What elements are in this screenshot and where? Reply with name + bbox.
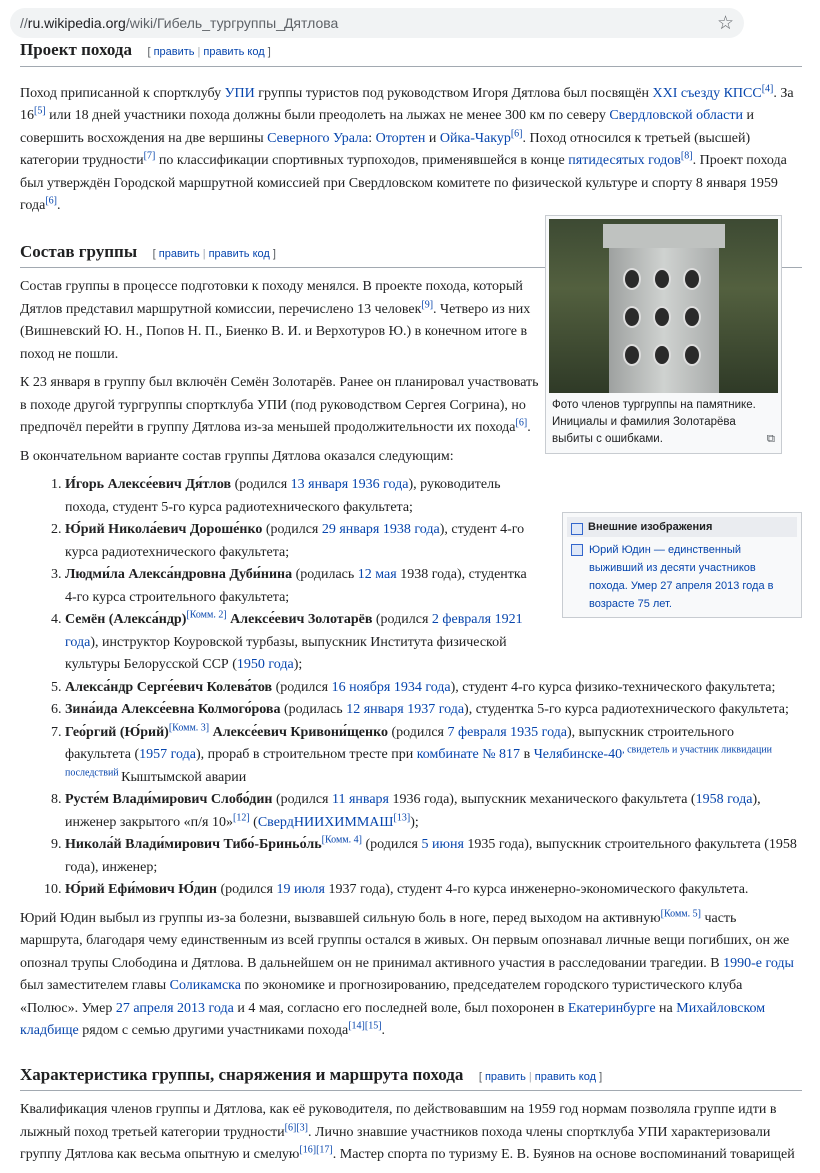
edit-code-link[interactable]: править код xyxy=(208,247,270,260)
images-icon xyxy=(571,523,583,535)
address-bar[interactable] xyxy=(10,8,744,38)
section-heading-project xyxy=(20,38,802,67)
section-title: Характеристика группы, снаряжения и маршрута похода xyxy=(20,1064,464,1084)
link-upi[interactable]: УПИ xyxy=(224,85,255,101)
thumbnail-caption: Фото членов тургруппы на памятнике. Инициалы и фамилия Золотарёва выбиты с ошибками. ⧉ xyxy=(549,393,778,450)
yudin-paragraph: Юрий Юдин выбыл из группы из-за болезни, вызвавшей сильную боль в ноге, перед выходом на активную[Комм. 5] часть маршрута, благодаря чему единственным из всей группы остался в живых. Он первым опознавал личные вещи погибших, он же опознал трупы Слободина и Дятлова. В дальнейшем он не принимал активного участия в расследовании трагедии. В 1990-е годы был заместителем главы Соликамска по экономике и прогнозированию, председателем городского туристического клуба «Полюс». Умер 27 апреля 2013 года и 4 мая, согласно его последней воле, был похоронен в Екатеринбурге на Михайловском кладбище рядом с семью другими участниками похода[14][15]. xyxy=(20,907,794,1038)
monument-shape xyxy=(609,224,719,393)
url-host: ru.wikipedia.org xyxy=(27,15,126,31)
edit-section-links: [ править | править код ] xyxy=(147,46,271,58)
edit-section-links: [ править | править код ] xyxy=(152,247,276,260)
list-item: 1. И́горь Алексе́евич Дя́тлов (родился 13 января 1936 года), руководитель похода, студент 5-го курса радиотехнического факультета; xyxy=(65,474,540,519)
list-item: 4. Семён (Алекса́ндр)[Комм. 2] Алексе́евич Золотарёв (родился 2 февраля 1921 года), инструктор Коуровской турбазы, выпускник Института физической культуры Белорусской ССР (1950 года); xyxy=(65,609,540,677)
ref[interactable]: [4] xyxy=(761,82,774,94)
memorial-photo[interactable] xyxy=(549,219,778,393)
section-heading-character xyxy=(20,1063,802,1092)
url-path: /wiki/Гибель_тургруппы_Дятлова xyxy=(125,15,339,31)
edit-link[interactable]: править xyxy=(153,46,195,58)
memorial-thumbnail xyxy=(545,215,782,454)
image-icon xyxy=(571,544,583,556)
external-image-item[interactable]: Юрий Юдин — единственный выживший из десяти участников похода. Умер 27 апреля 2013 года в возрасте 75 лет. xyxy=(567,537,797,613)
list-item: 10. Ю́рий Ефи́мович Ю́дин (родился 19 июля 1937 года), студент 4-го курса инженерно-экономического факультета. xyxy=(65,879,802,902)
edit-link[interactable]: править xyxy=(484,1070,526,1083)
group-paragraph-1: Состав группы в процессе подготовки к походу менялся. В проекте похода, который Дятлов представил маршрутной комиссии, перечислено 13 человек[9]. Четверо из них (Вишневский Ю. Н., Попов Н. П., Биенко В. И. и Верхотуров Ю.) в конечном итоге в поход не пошли. xyxy=(20,279,531,362)
group-paragraph-2: К 23 января в группу был включён Семён Золотарёв. Ранее он планировал участвовать в походе другой тургруппы спортклуба УПИ (под руководством Сергея Согрина), но предпочёл перейти в группу Дятлова из-за меньшей продолжительности их похода[6]. xyxy=(20,375,539,435)
list-item: 5. Алекса́ндр Серге́евич Колева́тов (родился 16 ноября 1934 года), студент 4-го курса физико-технического факультета; xyxy=(65,677,802,700)
list-item: 6. Зина́ида Алексе́евна Колмого́рова (родилась 12 января 1937 года), студентка 5-го курса радиотехнического факультета; xyxy=(65,699,802,722)
bookmark-star-icon[interactable]: ☆ xyxy=(716,13,734,34)
list-item: 3. Людми́ла Алекса́ндровна Дуби́нина (родилась 12 мая 1938 года), студентка 4-го курса строительного факультета; xyxy=(65,564,540,609)
list-item: 8. Русте́м Влади́мирович Слобо́дин (родился 11 января 1936 года), выпускник механического факультета (1958 года), инженер закрытого «п/я 10»[12] (СвердНИИХИММАШ[13]); xyxy=(65,789,802,834)
link-congress[interactable]: XXI съезду КПСС xyxy=(652,85,762,101)
enlarge-icon[interactable]: ⧉ xyxy=(766,433,775,445)
group-paragraph-3: В окончательном варианте состав группы Дятлова оказался следующим: xyxy=(20,448,454,464)
section-title: Проект похода xyxy=(20,40,132,59)
section-title: Состав группы xyxy=(20,241,138,261)
external-images-box xyxy=(562,512,802,618)
list-item: 7. Гео́ргий (Ю́рий)[Комм. 3] Алексе́евич Кривони́щенко (родился 7 февраля 1935 года), выпускник строительного факультета (1957 года), прораб в строительном тресте при комбинате № 817 в Челябинске-$40^{, свидетель и участник ликвидации последствий}$ Кыштымской аварии xyxy=(65,722,802,790)
edit-code-link[interactable]: править код xyxy=(203,46,265,58)
list-item: 2. Ю́рий Никола́евич Дороше́нко (родился 29 января 1938 года), студент 4-го курса радиотехнического факультета; xyxy=(65,519,540,564)
list-item: 9. Никола́й Влади́мирович Тибо́-Бриньо́ль[Комм. 4] (родился 5 июня 1935 года), выпускник строительного факультета (1958 года), инженер; xyxy=(65,834,802,879)
project-paragraph: Поход приписанной к спортклубу УПИ группы туристов под руководством Игоря Дятлова был посвящён XXI съезду КПСС[4]. За 16[5] или 18 дней участники похода должны были преодолеть на лыжах не менее 300 км по северу Свердловской области и совершить восхождения на две вершины Северного Урала: Отортен и Ойка-Чакур[6]. Поход относился к третьей (высшей) категории трудности[7] по классификации спортивных турпоходов, применявшейся в конце пятидесятых годов[8]. Проект похода был утверждён Городской маршрутной комиссией при Свердловском комитете по физической культуре и спорту 8 января 1959 года[6]. xyxy=(20,82,794,213)
edit-section-links: [ править | править код ] xyxy=(478,1070,603,1083)
url-prefix: // xyxy=(20,15,28,31)
external-images-header: Внешние изображения xyxy=(567,517,797,537)
character-paragraph: Квалификация членов группы и Дятлова, как её руководителя, по действовавшим на 1959 год нормам позволяла группе идти в лыжный поход третьей категории трудности[6][3]. Лично знавшие участников похода члены спортклуба УПИ характеризовали группу Дятлова как весьма опытную и смелую[16][17]. Мастер спорта по туризму Е. В. Буянов на основе воспоминаний товарищей xyxy=(20,1102,795,1162)
link-oblast[interactable]: Свердловской области xyxy=(609,108,743,123)
edit-link[interactable]: править xyxy=(158,247,200,260)
edit-code-link[interactable]: править код xyxy=(534,1070,597,1083)
